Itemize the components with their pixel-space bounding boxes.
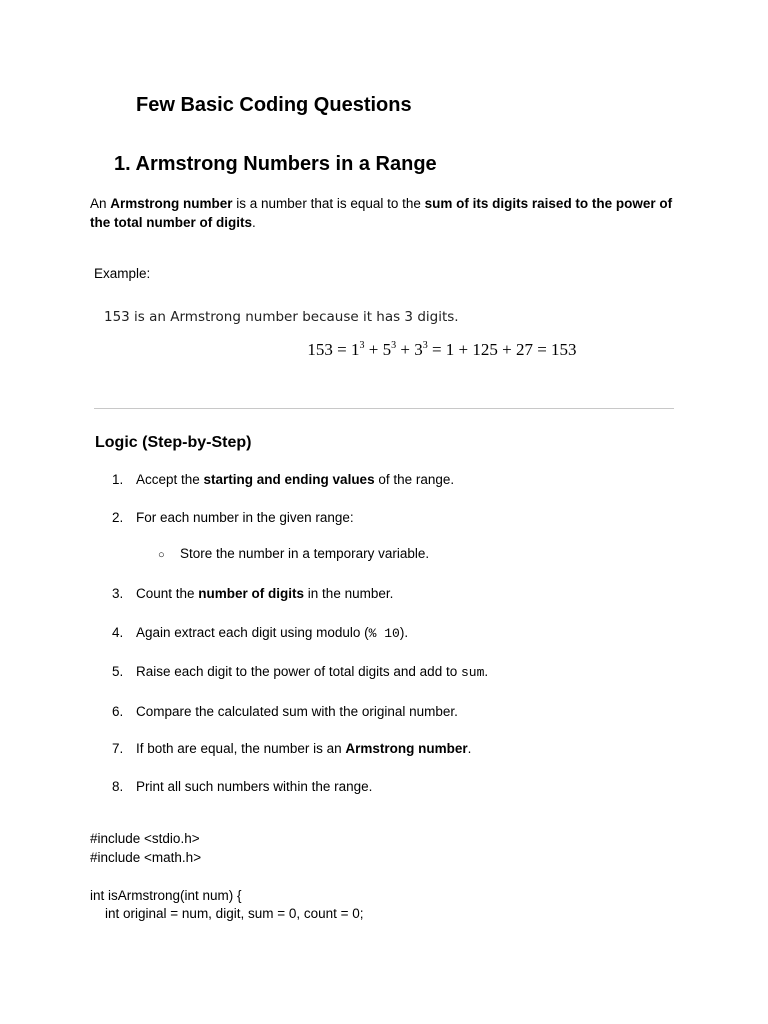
step-text: Count the — [136, 586, 199, 601]
step-text: Compare the calculated sum with the original number. — [136, 704, 458, 719]
equation-base: 1 — [351, 340, 360, 359]
step-text: . — [484, 664, 489, 679]
step-item — [112, 740, 471, 758]
intro-text: is a number that is equal to the — [232, 196, 425, 211]
step-text: Raise each digit to the power of total digits and add to — [136, 664, 461, 679]
step-number: 1. — [112, 472, 124, 487]
step-bold-text: number of digits — [198, 586, 305, 601]
code-line: #include <stdio.h> — [90, 831, 200, 846]
inline-code: % 10 — [368, 626, 400, 641]
step-text: If both are equal, the number is an — [136, 741, 346, 756]
equation-operator: = — [332, 340, 352, 359]
step-text: ). — [399, 625, 409, 640]
sub-step-item — [158, 546, 429, 561]
step-text: in the number. — [304, 586, 394, 601]
step-text: Again extract each digit using modulo ( — [136, 625, 369, 640]
step-text: Accept the — [136, 472, 204, 487]
step-number: 3. — [112, 586, 124, 601]
step-number: 7. — [112, 741, 124, 756]
equation-exponent: 3 — [359, 340, 365, 351]
hollow-bullet-icon: ○ — [158, 549, 165, 561]
equation-operator: + — [396, 340, 415, 359]
step-item — [112, 585, 393, 603]
logic-heading: Logic (Step-by-Step) — [95, 434, 252, 451]
step-number: 6. — [112, 704, 124, 719]
step-text: of the range. — [374, 472, 455, 487]
step-item — [112, 624, 408, 643]
intro-bold-definition: sum of its digits raised to the power of the total number of digits — [90, 196, 673, 230]
step-item — [112, 509, 354, 527]
armstrong-equation — [0, 340, 768, 360]
step-text: For each number in the given range: — [136, 510, 354, 525]
step-item — [112, 703, 458, 721]
step-text: . — [467, 741, 472, 756]
intro-text: An — [90, 196, 111, 211]
step-item — [112, 663, 488, 682]
code-line: int original = num, digit, sum = 0, count = 0; — [90, 906, 364, 921]
code-line: #include <math.h> — [90, 850, 202, 865]
intro-text: . — [252, 215, 256, 230]
equation-base: 5 — [382, 340, 392, 359]
intro-bold-term: Armstrong number — [110, 196, 233, 211]
equation-exponent: 3 — [391, 340, 397, 351]
horizontal-divider — [94, 408, 674, 409]
equation-operator: = — [427, 340, 446, 359]
section-heading: 1. Armstrong Numbers in a Range — [114, 153, 437, 175]
equation-lhs: 153 — [307, 340, 333, 359]
step-item — [112, 778, 372, 796]
step-text: Print all such numbers within the range. — [136, 779, 373, 794]
step-item — [112, 471, 454, 489]
intro-paragraph — [90, 194, 690, 232]
step-number: 8. — [112, 779, 124, 794]
equation-operator: + — [364, 340, 383, 359]
code-line: int isArmstrong(int num) { — [90, 888, 242, 903]
example-sentence: 153 is an Armstrong number because it has 3 digits. — [104, 309, 459, 325]
equation-exponent: 3 — [422, 340, 428, 351]
step-bold-text: Armstrong number — [345, 741, 468, 756]
inline-code: sum — [460, 665, 485, 680]
equation-base: 3 — [414, 340, 423, 359]
equation-rhs: 1 + 125 + 27 = 153 — [445, 340, 577, 359]
step-number: 2. — [112, 510, 124, 525]
sub-step-text: Store the number in a temporary variable. — [180, 546, 430, 561]
document-title: Few Basic Coding Questions — [136, 94, 412, 116]
step-number: 4. — [112, 625, 124, 640]
step-bold-text: starting and ending values — [203, 472, 375, 487]
step-number: 5. — [112, 664, 124, 679]
example-label: Example: — [94, 266, 151, 281]
